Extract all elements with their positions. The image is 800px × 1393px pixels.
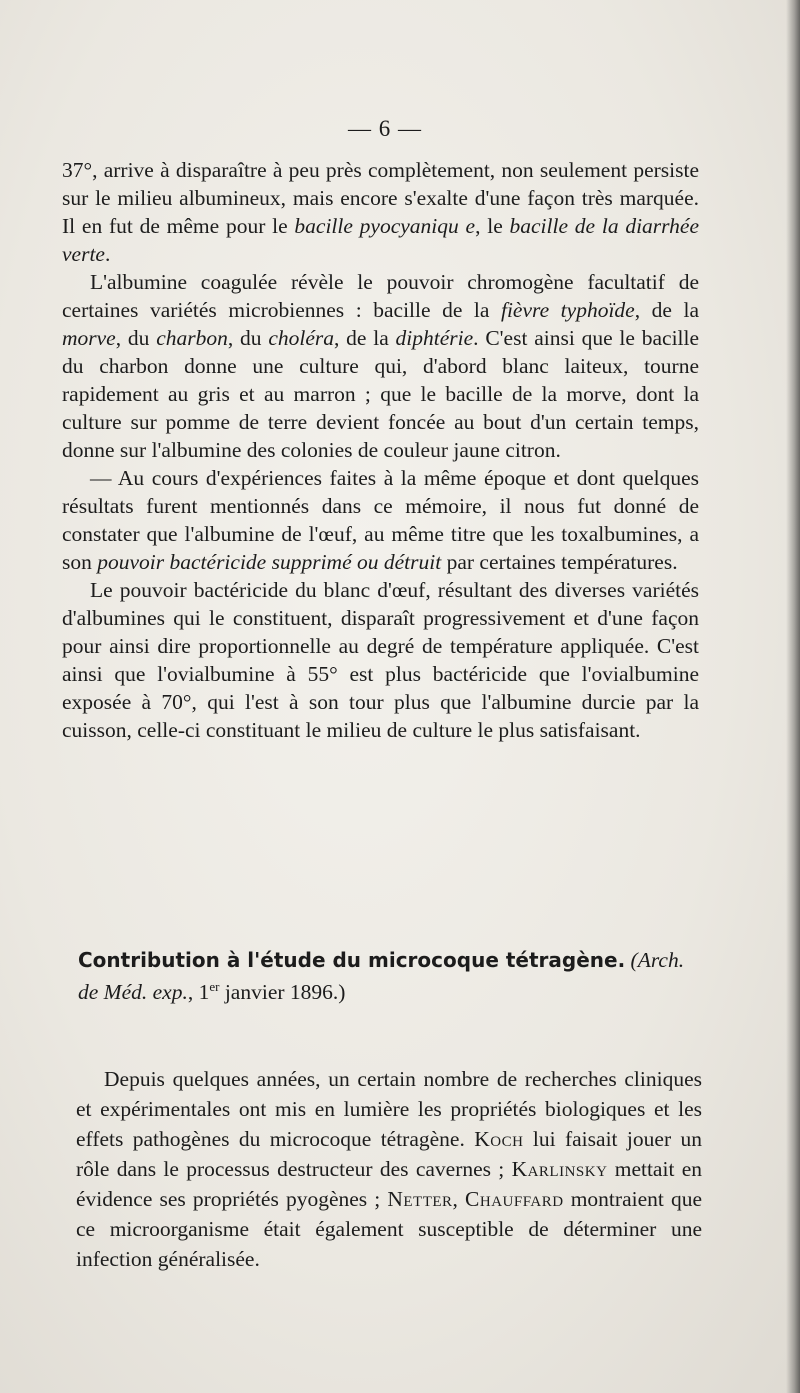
paragraph <box>62 464 699 576</box>
section-title: Contribution à l'étude du microcoque tétragène. <box>78 948 626 972</box>
citation-date-rest: janvier 1896.) <box>219 980 346 1004</box>
italic-term: bacille de la diarrhée verte <box>62 214 699 266</box>
italic-term: bacille pyocyaniqu e <box>294 214 476 238</box>
main-text <box>62 156 699 744</box>
italic-term: fièvre typhoïde <box>500 298 635 322</box>
author-name-chauffard: Chauffard <box>465 1187 564 1211</box>
section-text-sep: , <box>452 1187 466 1211</box>
author-name-karlinsky: Karlinsky <box>511 1157 608 1181</box>
paragraph <box>62 576 699 744</box>
section-paragraph <box>76 1064 702 1274</box>
section-body <box>76 1064 702 1274</box>
italic-term: pouvoir bactéricide supprimé ou détruit <box>97 550 442 574</box>
section-text-4: montraient que ce microorganisme était également susceptible de déterminer une infection généralisée. <box>76 1187 702 1271</box>
page-edge-shadow <box>786 0 800 1393</box>
italic-term: charbon <box>156 326 228 350</box>
paragraph <box>62 268 699 464</box>
citation-date-sup: er <box>209 978 220 994</box>
author-name-netter: Netter <box>387 1187 453 1211</box>
paragraph-text: , de la <box>334 326 396 350</box>
paragraph-text: . <box>104 242 111 266</box>
italic-term: morve <box>62 326 116 350</box>
section-heading-block <box>78 944 702 1008</box>
paragraph-text: L'albumine coagulée révèle le pouvoir chromogène facultatif de certaines variétés microbiennes : bacille de la <box>62 270 699 322</box>
section-title-line <box>78 944 702 1008</box>
paragraph <box>62 156 699 268</box>
citation-date-prefix: , 1 <box>187 980 210 1004</box>
author-name-koch: Koch <box>474 1127 524 1151</box>
section-text-3: mettait en évidence ses propriétés pyogènes ; <box>76 1157 702 1211</box>
page-number: — 6 — <box>348 116 422 141</box>
paragraph-text: , le <box>475 214 510 238</box>
paragraph-text: . C'est ainsi que le bacille du charbon donne une culture qui, d'abord blanc laiteux, tourne rapidement au gris et au marron ; que le bacille de la morve, dont la culture sur pomme de terre devient foncée au bout d'un certain temps, donne sur l'albumine des colonies de couleur jaune citron. <box>62 326 700 462</box>
paragraph-text: , du <box>115 326 157 350</box>
paragraph-text: , du <box>227 326 269 350</box>
citation-journal: (Arch. de Méd. exp. <box>78 948 685 1004</box>
italic-term: diphtérie <box>395 326 474 350</box>
paragraph-text: , de la <box>634 298 699 322</box>
section-text-2: lui faisait jouer un rôle dans le processus destructeur des cavernes ; <box>76 1127 703 1181</box>
paragraph-text: Le pouvoir bactéricide du blanc d'œuf, résultant des diverses variétés d'albumines qui le constituent, disparaît progressivement et d'une façon pour ainsi dire proportionnelle au degré de température appliquée. C'est ainsi que l'ovialbumine à 55° est plus bactéricide que l'ovialbumine exposée à 70°, qui l'est à son tour plus que l'albumine durcie par la cuisson, celle-ci constituant le milieu de culture le plus satisfaisant. <box>62 578 699 742</box>
paragraph-text: — Au cours d'expériences faites à la même époque et dont quelques résultats furent mentionnés dans ce mémoire, il nous fut donné de constater que l'albumine de l'œuf, au même titre que les toxalbumines, a son <box>62 466 699 574</box>
italic-term: choléra <box>268 326 334 350</box>
paragraph-text: par certaines températures. <box>441 550 678 574</box>
paragraph-text: 37°, arrive à disparaître à peu près complètement, non seulement persiste sur le milieu albumineux, mais encore s'exalte d'une façon très marquée. Il en fut de même pour le <box>62 158 699 238</box>
section-text-1: Depuis quelques années, un certain nombre de recherches cliniques et expérimentales ont mis en lumière les propriétés biologiques et les effets pathogènes du microcoque tétragène. <box>76 1067 702 1151</box>
